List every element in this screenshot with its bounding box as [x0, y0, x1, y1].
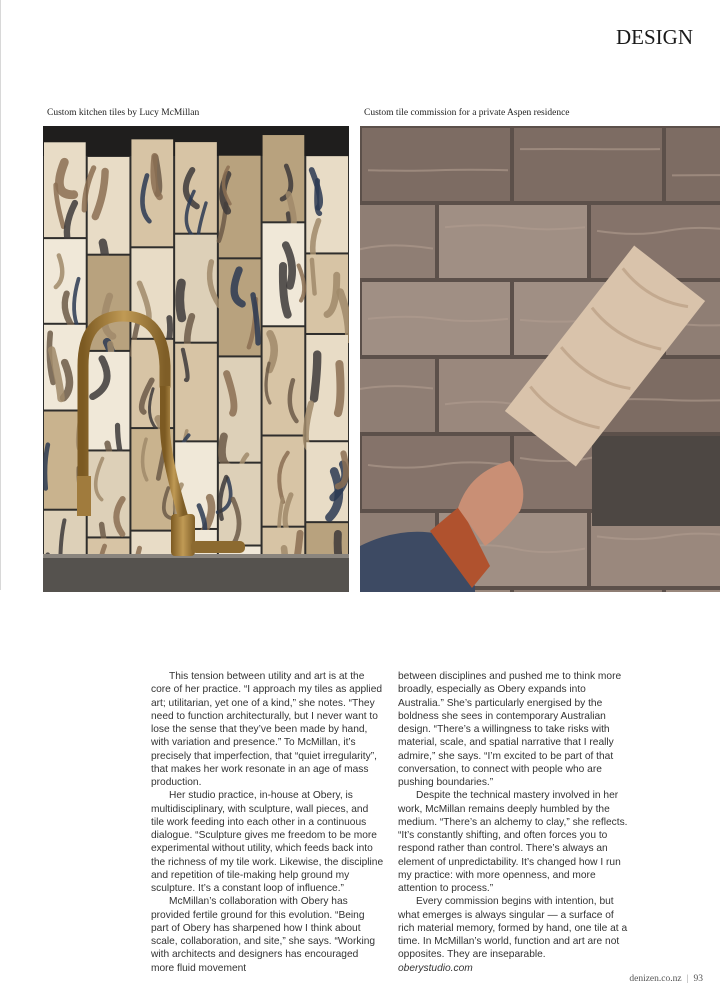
page-gutter-line — [0, 0, 1, 590]
page-number: 93 — [693, 974, 703, 984]
clay-tile — [439, 205, 587, 278]
kitchen-tiles-photo — [43, 126, 349, 592]
faucet-handle — [191, 541, 245, 553]
footer-site: denizen.co.nz — [629, 974, 682, 984]
paragraph: This tension between utility and art is at the core of her practice. “I approach my tiles as applied art; utilitarian, yet one of a kind,” she notes. “They need to function architecturally, but I never want to lose the sense that they’ve been made by hand, with variation and presence.” To McMillan, it’s precisely that imperfection, that “quiet irregularity”, that makes her work resonate in an age of mass production. — [151, 671, 383, 788]
article-column-1 — [151, 670, 384, 975]
page-footer — [629, 974, 703, 984]
clay-tile — [360, 359, 435, 432]
dark-clay-tile — [592, 436, 720, 526]
clay-tile — [666, 590, 720, 592]
clay-tiles-illustration — [360, 126, 720, 592]
clay-tile — [666, 128, 720, 201]
marbled-tile — [263, 327, 305, 434]
paragraph: Every commission begins with intention, but what emerges is always singular — a surface of rich material memory, formed by hand, one tile at a time. In McMillan’s world, function and art are not opposites. They are inseparable. — [398, 896, 628, 961]
paragraph: Despite the technical mastery involved in her work, McMillan remains deeply humbled by the medium. “There’s an alchemy to clay,” she reflects. “It’s constantly shifting, and often forces you to respond rather than control. There’s always an element of unpredictability. It’s changed how I run my practice: with more openness, and more attention to process.” — [398, 790, 628, 894]
paragraph-continued: between disciplines and pushed me to think more broadly, especially as Obery expands into Australia.” She’s particularly energised by the boldness she sees in contemporary Australian design. “There’s a willingness to take risks with material, scale, and spatial narrative that I really admire,” she says. “I’m excited to be part of that conversation, to connect with people who are pushing boundaries.” — [398, 671, 622, 788]
clay-tiles-photo — [360, 126, 720, 592]
marbled-tile — [175, 142, 217, 233]
faucet-head — [77, 476, 91, 516]
marbled-tile — [263, 135, 305, 221]
paragraph: McMillan’s collaboration with Obery has provided fertile ground for this evolution. “Being part of Obery has sharpened how I think about scale, collaboration, and site,” she says. “Working with architects and designers has encouraged more fluid movement — [151, 896, 376, 974]
caption-left: Custom kitchen tiles by Lucy McMillan — [47, 108, 200, 118]
article-column-2 — [398, 670, 631, 975]
clay-tile — [360, 205, 435, 278]
footer-separator: | — [686, 974, 689, 984]
section-label: DESIGN — [616, 25, 693, 49]
marbled-tile — [175, 344, 217, 441]
website-link[interactable]: oberystudio.com — [398, 962, 473, 974]
kitchen-tiles-illustration — [43, 126, 349, 592]
clay-tile — [514, 128, 662, 201]
article-body — [151, 670, 631, 975]
clay-tile — [514, 590, 662, 592]
paragraph: Her studio practice, in-house at Obery, is multidisciplinary, with sculpture, wall pieces, and tile work feeding into each other in a continuous dialogue. “Sculpture gives me freedom to be more experimental without utility, which feeds back into the richness of my tile work. Likewise, the discipline and repetition of tile-making help ground my sculpture. It’s a constant loop of influence.” — [151, 790, 384, 894]
clay-tile — [362, 128, 510, 201]
caption-right: Custom tile commission for a private Aspen residence — [364, 108, 570, 118]
marbled-tile — [88, 451, 130, 536]
